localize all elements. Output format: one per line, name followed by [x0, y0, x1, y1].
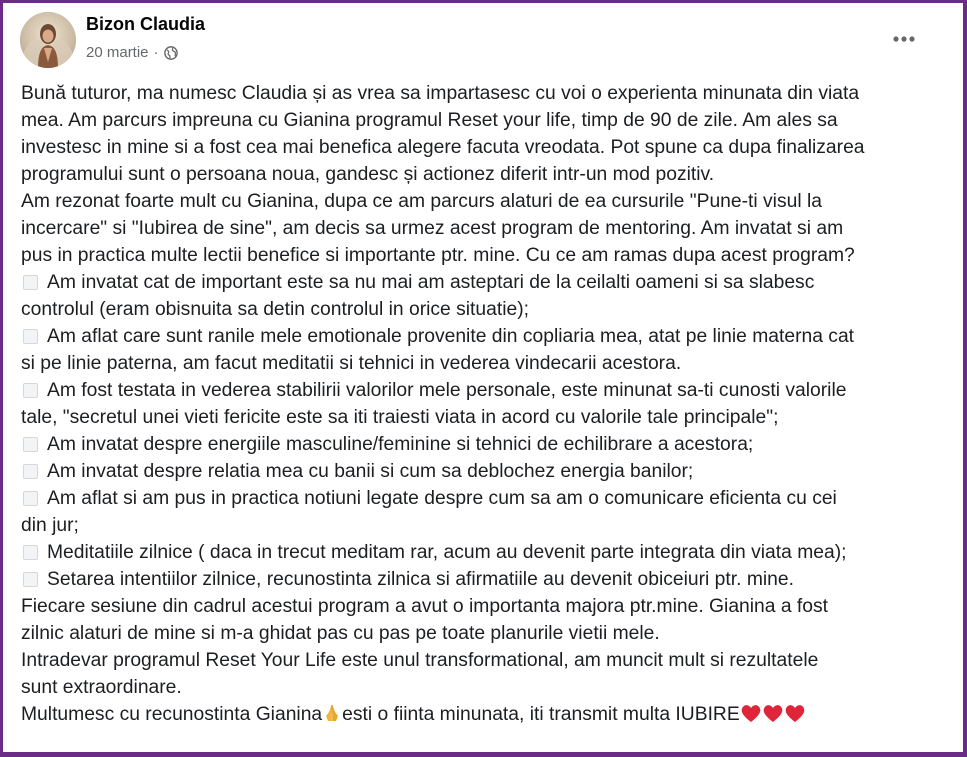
red-heart-icon — [740, 703, 762, 731]
more-options-icon — [892, 36, 916, 42]
text-line: din jur; — [21, 515, 79, 536]
closing-text-a: Multumesc cu recunostinta Gianina — [21, 704, 323, 725]
text-line: programului sunt o persoana noua, gandesc și actionez diferit intr-un mod pozitiv. — [21, 164, 715, 185]
list-item-text: Am invatat despre energiile masculine/feminine si tehnici de echilibrare a acestora; — [47, 434, 754, 455]
text-line: Am rezonat foarte mult cu Gianina, dupa ce am parcurs alaturi de ea cursurile "Pune-ti visul la — [21, 191, 822, 212]
post-text — [21, 80, 951, 731]
text-line: Bună tuturor, ma numesc Claudia și as vrea sa impartasesc cu voi o experienta minunata din viata — [21, 83, 860, 104]
checkbox-icon — [23, 383, 38, 398]
closing-line — [21, 701, 951, 731]
list-item — [21, 485, 951, 512]
list-item — [21, 431, 951, 458]
list-item — [21, 539, 951, 566]
text-line: pus in practica multe lectii benefice si importante ptr. mine. Cu ce am ramas dupa acest program? — [21, 245, 855, 266]
checkbox-icon — [23, 437, 38, 452]
text-line: zilnic alaturi de mine si m-a ghidat pas cu pas pe toate planurile vietii mele. — [21, 623, 660, 644]
post-date[interactable]: 20 martie — [86, 44, 149, 61]
list-item-text: Am aflat care sunt ranile mele emotionale provenite din copliaria mea, atat pe linie materna cat — [47, 326, 855, 347]
list-item-text: Am invatat despre relatia mea cu banii si cum sa deblochez energia banilor; — [47, 461, 694, 482]
text-line: Fiecare sesiune din cadrul acestui program a avut o importanta majora ptr.mine. Gianina a fost — [21, 596, 829, 617]
list-item-text: Meditatiile zilnice ( daca in trecut meditam rar, acum au devenit parte integrata din viata mea); — [47, 542, 847, 563]
folded-hands-icon — [322, 703, 342, 731]
text-line: tale, "secretul unei vieti fericite este sa iti traiesti viata in acord cu valorile tale principale"; — [21, 407, 779, 428]
text-line: mea. Am parcurs impreuna cu Gianina programul Reset your life, timp de 90 de zile. Am ales sa — [21, 110, 838, 131]
avatar[interactable] — [20, 12, 76, 68]
author-name[interactable]: Bizon Claudia — [86, 14, 206, 34]
list-item-text: Am invatat cat de important este sa nu mai am asteptari de la ceilalti oameni si sa slabesc — [47, 272, 815, 293]
list-item — [21, 269, 951, 296]
list-item-text: Setarea intentiilor zilnice, recunostinta zilnica si afirmatiile au devenit obiceiuri ptr. mine. — [47, 569, 794, 590]
checkbox-icon — [23, 275, 38, 290]
list-item — [21, 377, 951, 404]
profile-photo — [20, 12, 76, 68]
checkbox-icon — [23, 491, 38, 506]
text-line: investesc in mine si a fost cea mai benefica alegere facuta vreodata. Pot spune ca dupa finalizarea — [21, 137, 865, 158]
list-item — [21, 458, 951, 485]
checkbox-icon — [23, 572, 38, 587]
post-meta — [86, 44, 178, 61]
more-options-button[interactable] — [884, 25, 924, 53]
checkbox-icon — [23, 329, 38, 344]
list-item-text: Am aflat si am pus in practica notiuni legate despre cum sa am o comunicare eficienta cu cei — [47, 488, 837, 509]
checkbox-icon — [23, 545, 38, 560]
meta-separator: · — [153, 44, 159, 61]
text-line: Intradevar programul Reset Your Life este unul transformational, am muncit mult si rezultatele — [21, 650, 819, 671]
text-line: controlul (eram obisnuita sa detin controlul in orice situatie); — [21, 299, 529, 320]
list-item-text: Am fost testata in vederea stabilirii valorilor mele personale, este minunat sa-ti cunosti valorile — [47, 380, 847, 401]
text-line: sunt extraordinare. — [21, 677, 182, 698]
text-line: incercare" si "Iubirea de sine", am decis sa urmez acest program de mentoring. Am invatat si am — [21, 218, 844, 239]
red-heart-icon — [762, 703, 784, 731]
list-item — [21, 323, 951, 350]
text-line: si pe linie paterna, am facut meditatii si tehnici in vederea vindecarii acestora. — [21, 353, 682, 374]
red-heart-icon — [784, 703, 806, 731]
closing-text-b: esti o fiinta minunata, iti transmit multa IUBIRE — [342, 704, 740, 725]
checkbox-icon — [23, 464, 38, 479]
list-item — [21, 566, 951, 593]
globe-icon[interactable] — [164, 46, 178, 60]
